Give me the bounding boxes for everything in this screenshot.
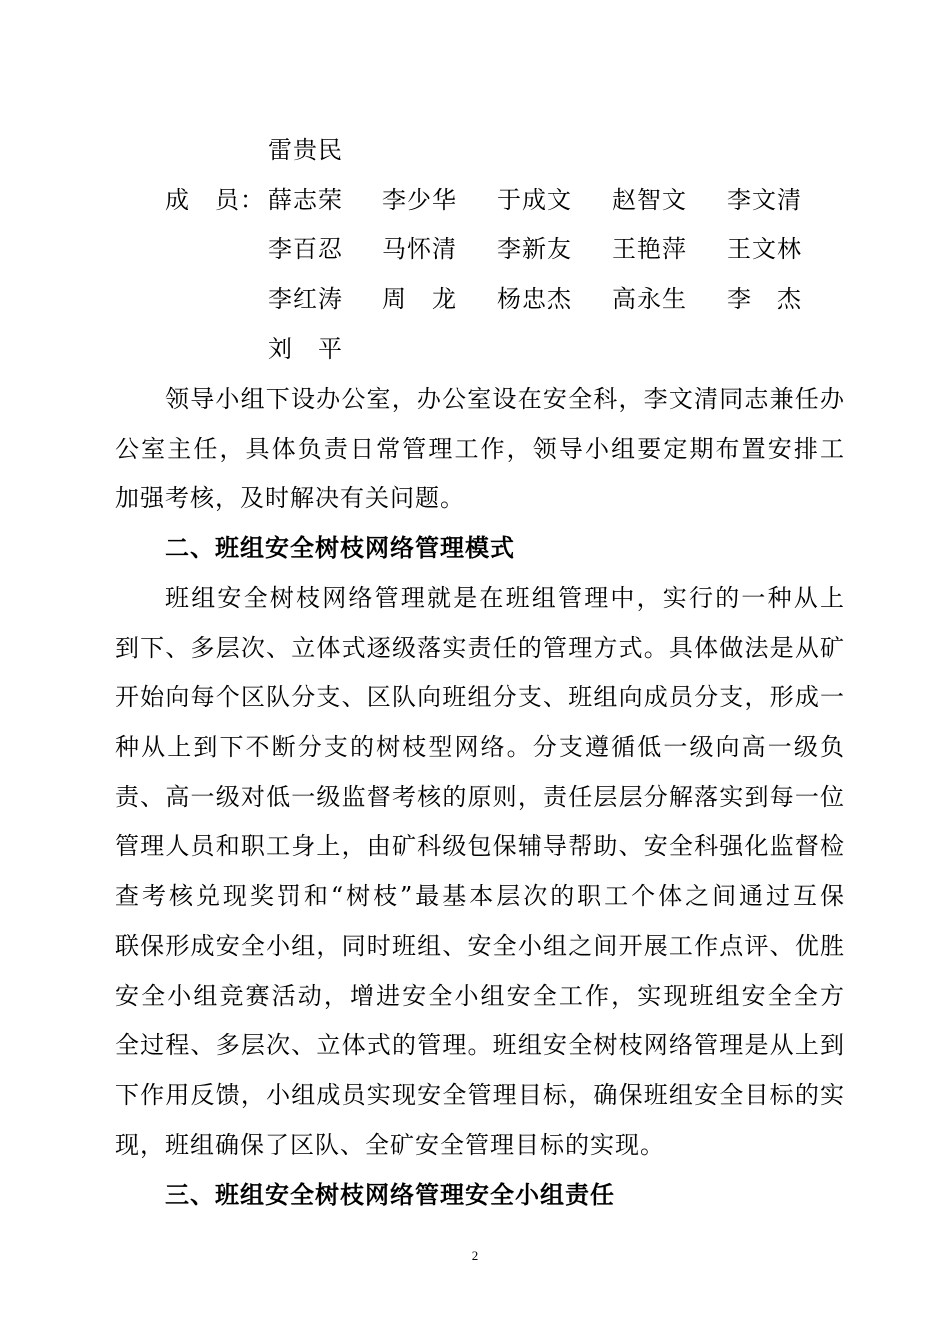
body-text-line: 到下、多层次、立体式逐级落实责任的管理方式。具体做法是从矿 [115, 634, 845, 662]
body-text-line: 下作用反馈，小组成员实现安全管理目标，确保班组安全目标的实 [115, 1081, 845, 1109]
member-name: 李红涛 [268, 285, 343, 313]
member-name: 赵智文 [612, 186, 687, 214]
section-heading: 二、班组安全树枝网络管理模式 [165, 533, 515, 562]
body-text-line: 加强考核，及时解决有关问题。 [115, 484, 465, 512]
member-name: 杨忠杰 [497, 285, 572, 313]
member-name: 王艳萍 [612, 235, 687, 263]
body-text-line: 管理人员和职工身上，由矿科级包保辅导帮助、安全科强化监督检 [115, 832, 845, 860]
member-name: 李少华 [382, 186, 457, 214]
member-name: 薛志荣 [268, 186, 343, 214]
body-text-line: 责、高一级对低一级监督考核的原则，责任层层分解落实到每一位 [115, 783, 845, 811]
member-name: 李文清 [727, 186, 802, 214]
member-name: 王文林 [727, 235, 802, 263]
body-text-line: 领导小组下设办公室，办公室设在安全科，李文清同志兼任办 [165, 385, 845, 413]
body-text-line: 查考核兑现奖罚和“树枝”最基本层次的职工个体之间通过互保 [115, 882, 845, 910]
body-text-line: 种从上到下不断分支的树枝型网络。分支遵循低一级向高一级负 [115, 733, 845, 761]
leader-name-continued: 雷贵民 [268, 136, 343, 164]
body-text-line: 开始向每个区队分支、区队向班组分支、班组向成员分支，形成一 [115, 683, 845, 711]
member-name: 李新友 [497, 235, 572, 263]
body-text-line: 全过程、多层次、立体式的管理。班组安全树枝网络管理是从上到 [115, 1031, 845, 1059]
member-name: 高永生 [612, 285, 687, 313]
member-name: 于成文 [497, 186, 572, 214]
member-name: 马怀清 [382, 235, 457, 263]
body-text-line: 班组安全树枝网络管理就是在班组管理中，实行的一种从上 [165, 584, 845, 612]
member-name: 李 杰 [727, 285, 802, 313]
member-name: 刘 平 [268, 335, 343, 363]
body-text-line: 联保形成安全小组，同时班组、安全小组之间开展工作点评、优胜 [115, 932, 845, 960]
body-text-line: 公室主任，具体负责日常管理工作，领导小组要定期布置安排工 [115, 435, 845, 463]
body-text-line: 现，班组确保了区队、全矿安全管理目标的实现。 [115, 1131, 665, 1159]
members-label: 成 员： [165, 186, 265, 214]
section-heading: 三、班组安全树枝网络管理安全小组责任 [165, 1180, 615, 1209]
body-text-line: 安全小组竞赛活动，增进安全小组安全工作，实现班组安全全方 [115, 982, 845, 1010]
page-number: 2 [471, 1248, 479, 1263]
member-name: 李百忍 [268, 235, 343, 263]
member-name: 周 龙 [382, 285, 457, 313]
